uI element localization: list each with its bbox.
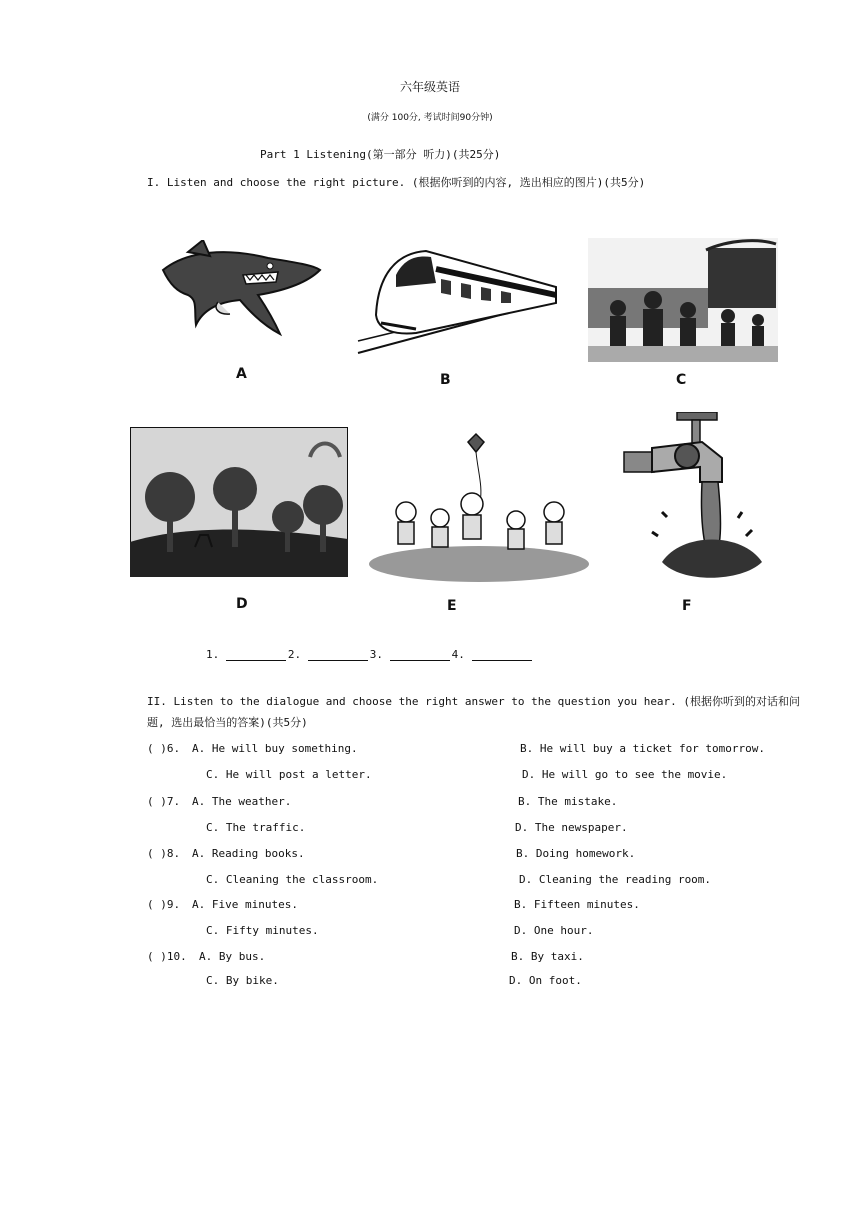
question-10-option-b: B. By taxi. <box>511 950 584 963</box>
part-heading: Part 1 Listening(第一部分 听力)(共25分) <box>260 148 501 161</box>
question-8-option-a: A. Reading books. <box>192 847 305 860</box>
question-9-option-c: C. Fifty minutes. <box>206 924 319 937</box>
blank-label-2: 2. <box>287 648 302 661</box>
question-8-option-c: C. Cleaning the classroom. <box>206 873 379 886</box>
section1-heading: I. Listen and choose the right picture. (根据你听到的内容, 选出相应的图片)(共5分) <box>147 176 646 189</box>
question-8-option-b: B. Doing homework. <box>516 847 636 860</box>
section2-heading-line1: II. Listen to the dialogue and choose the right answer to the question you hear. (根据你听到的对话和问 <box>147 695 801 708</box>
question-7-option-c: C. The traffic. <box>206 821 306 834</box>
question-10-number: ( )10. <box>147 950 187 963</box>
question-6-option-a: A. He will buy something. <box>192 742 358 755</box>
blank-label-4: 4. <box>451 648 465 661</box>
question-9-option-d: D. One hour. <box>514 924 594 937</box>
page-subtitle: (满分 100分, 考试时间90分钟) <box>367 113 493 123</box>
question-7-option-a: A. The weather. <box>192 795 292 808</box>
children-kite-picture <box>368 432 590 584</box>
question-6-number: ( )6. <box>147 742 181 755</box>
picture-label-f: F <box>682 598 692 614</box>
page-title: 六年级英语 <box>399 80 460 94</box>
festival-crowd-picture <box>588 238 778 362</box>
question-8-number: ( )8. <box>147 847 181 860</box>
shark-picture <box>158 240 323 338</box>
blank-label-3: 3. <box>369 648 383 661</box>
picture-label-c: C <box>676 372 687 388</box>
picture-label-d: D <box>236 596 248 612</box>
question-10-option-d: D. On foot. <box>509 974 582 987</box>
water-tap-picture <box>622 412 772 592</box>
section2-heading-line2: 题, 选出最恰当的答案)(共5分) <box>147 716 308 729</box>
blank-line-1[interactable] <box>226 649 286 661</box>
blank-label-1: 1. <box>206 648 220 661</box>
picture-label-b: B <box>440 372 451 388</box>
picture-label-a: A <box>236 366 247 382</box>
picture-label-e: E <box>447 598 457 614</box>
question-6-option-d: D. He will go to see the movie. <box>522 768 728 781</box>
question-7-option-d: D. The newspaper. <box>515 821 628 834</box>
blank-line-2[interactable] <box>308 649 368 661</box>
question-6-option-b: B. He will buy a ticket for tomorrow. <box>520 742 766 755</box>
question-8-option-d: D. Cleaning the reading room. <box>519 873 712 886</box>
answer-blanks <box>206 648 534 661</box>
park-trees-picture <box>130 427 348 577</box>
question-7-number: ( )7. <box>147 795 181 808</box>
question-10-option-a: A. By bus. <box>199 950 266 963</box>
blank-line-3[interactable] <box>390 649 450 661</box>
question-10-option-c: C. By bike. <box>206 974 279 987</box>
question-9-option-b: B. Fifteen minutes. <box>514 898 640 911</box>
question-7-option-b: B. The mistake. <box>518 795 618 808</box>
train-picture <box>356 245 561 357</box>
question-6-option-c: C. He will post a letter. <box>206 768 372 781</box>
question-9-option-a: A. Five minutes. <box>192 898 298 911</box>
blank-line-4[interactable] <box>472 649 532 661</box>
question-9-number: ( )9. <box>147 898 181 911</box>
